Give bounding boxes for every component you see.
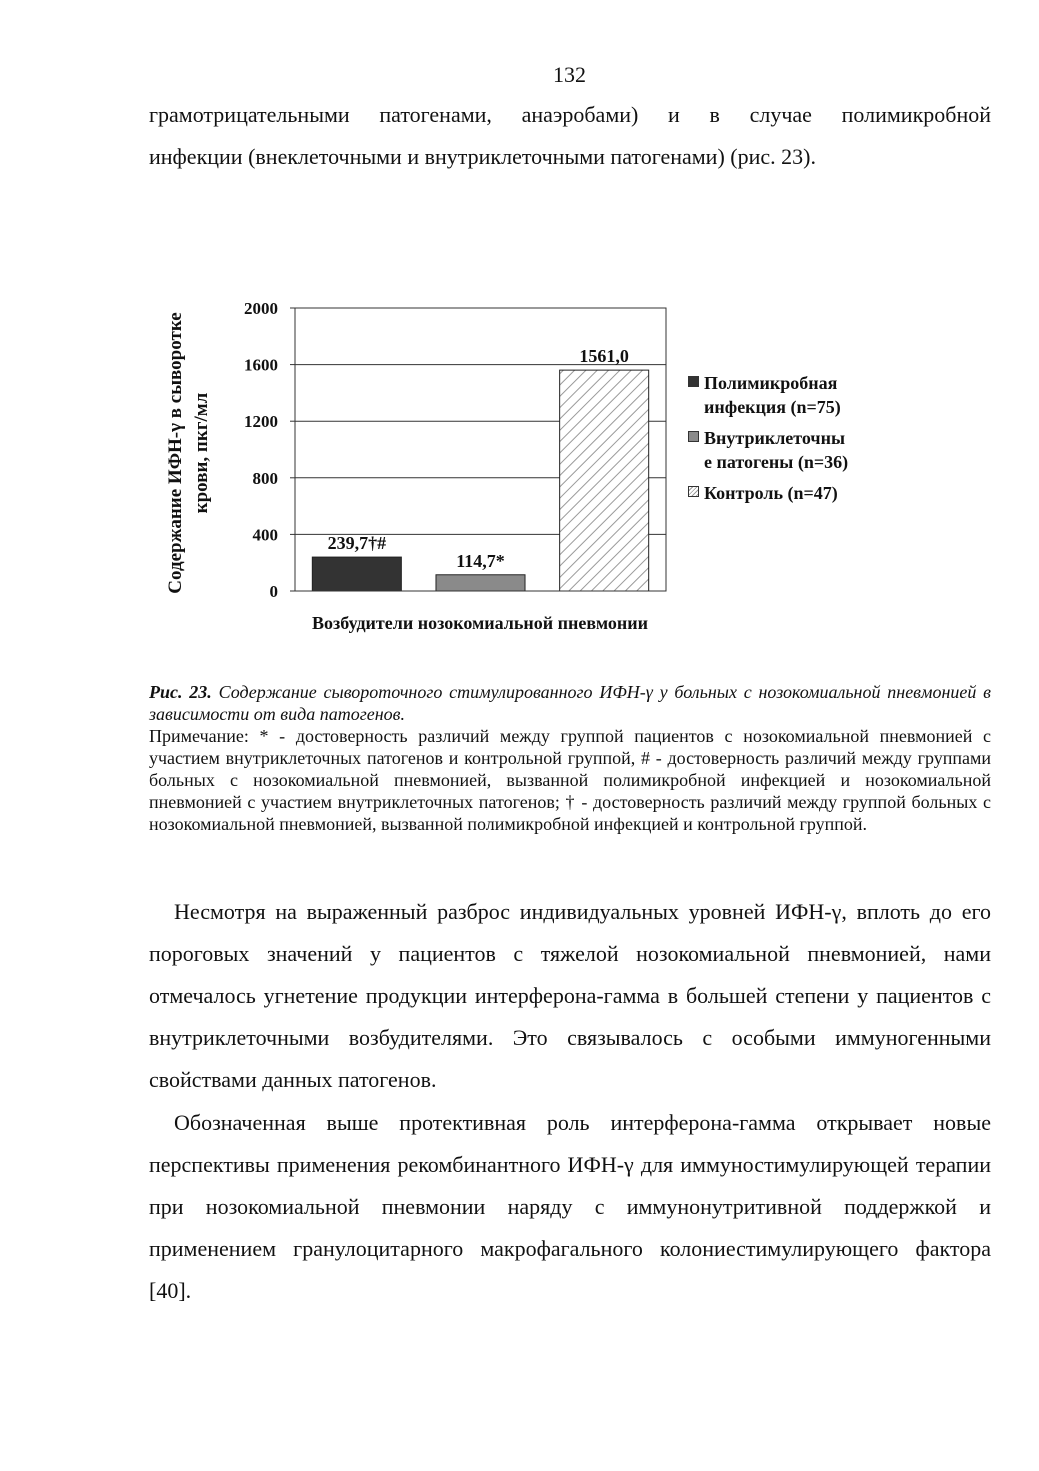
bar-intracellular [436,575,525,591]
legend-item-control [688,481,888,505]
paragraph-top-line1: грамотрицательными патогенами, анаэробами) и в случае полимикробной [149,102,991,127]
page-number: 132 [553,62,586,87]
x-axis-label: Возбудители нозокомиальной пневмонии [312,613,648,633]
legend-item-intracellular [688,426,888,474]
legend-label-polymicrobial-1: Полимикробная [704,373,838,393]
legend-label-intracellular-1: Внутриклеточны [704,428,845,448]
legend-item-polymicrobial [688,371,888,419]
y-tick-label: 1200 [244,412,278,432]
data-label: 1561,0 [579,346,629,367]
data-label: 114,7* [456,550,505,571]
chart-legend [688,371,888,512]
y-axis-label [165,312,212,593]
y-tick-label: 1600 [244,355,278,375]
y-tick-label: 0 [269,582,278,601]
caption-title [149,681,991,725]
caption-figure-label: Рис. 23. [149,682,212,702]
y-axis-label-line1: Содержание ИФН-γ в сыворотке [165,312,186,594]
legend-swatch-polymicrobial [688,376,699,387]
legend-swatch-control [688,486,699,497]
y-axis-label-line2: крови, пкг/мл [191,392,212,514]
figure-caption [149,681,991,835]
bar-polymicrobial [312,557,401,591]
y-axis-ticks [244,299,295,601]
bar-control [560,370,649,591]
paragraph-2: Обозначенная выше протективная роль интерферона-гамма открывает новые перспективы применения рекомбинантного ИФН-γ для иммуностимулирующей терапии при нозокомиальной пневмонии наряду с иммунонутритивной поддержкой и применением гранулоцитарного макрофагального колониестимулирующего фактора [40]. [149,1110,991,1303]
paragraph-1: Несмотря на выраженный разброс индивидуальных уровней ИФН-γ, вплоть до его пороговых значений у пациентов с тяжелой нозокомиальной пневмонией, нами отмечалось угнетение продукции интерферона-гамма в большей степени у пациентов с внутриклеточными возбудителями. Это связывалось с особыми иммуногенными свойствами данных патогенов. [149,899,991,1092]
caption-note: Примечание: * - достоверность различий между группой пациентов с нозокомиальной пневмонией с участием внутриклеточных патогенов и контрольной группой, # - достоверность различий между группами больных с нозокомиальной пневмонией, вызванной полимикробной инфекцией и нозокомиальной пневмонией с участием внутриклеточных патогенов; † - достоверность различий между группой больных с нозокомиальной пневмонией, вызванной полимикробной инфекцией и контрольной группой. [149,726,991,834]
bar-chart [150,285,690,640]
legend-swatch-intracellular [688,431,699,442]
y-tick-label: 800 [252,468,278,488]
legend-label-polymicrobial-2: инфекция (n=75) [704,397,841,417]
legend-label-control: Контроль (n=47) [704,483,838,503]
paragraph-top [149,94,991,178]
y-tick-label: 2000 [244,299,278,318]
paragraph-top-line2: инфекции (внеклеточными и внутриклеточными патогенами) (рис. 23). [149,144,816,169]
y-tick-label: 400 [252,525,278,545]
data-label: 239,7†# [327,533,387,554]
legend-label-intracellular-2: е патогены (n=36) [704,452,849,472]
caption-title-text: Содержание сывороточного стимулированного ИФН-γ у больных с нозокомиальной пневмонией в зависимости от вида патогенов. [149,682,991,724]
